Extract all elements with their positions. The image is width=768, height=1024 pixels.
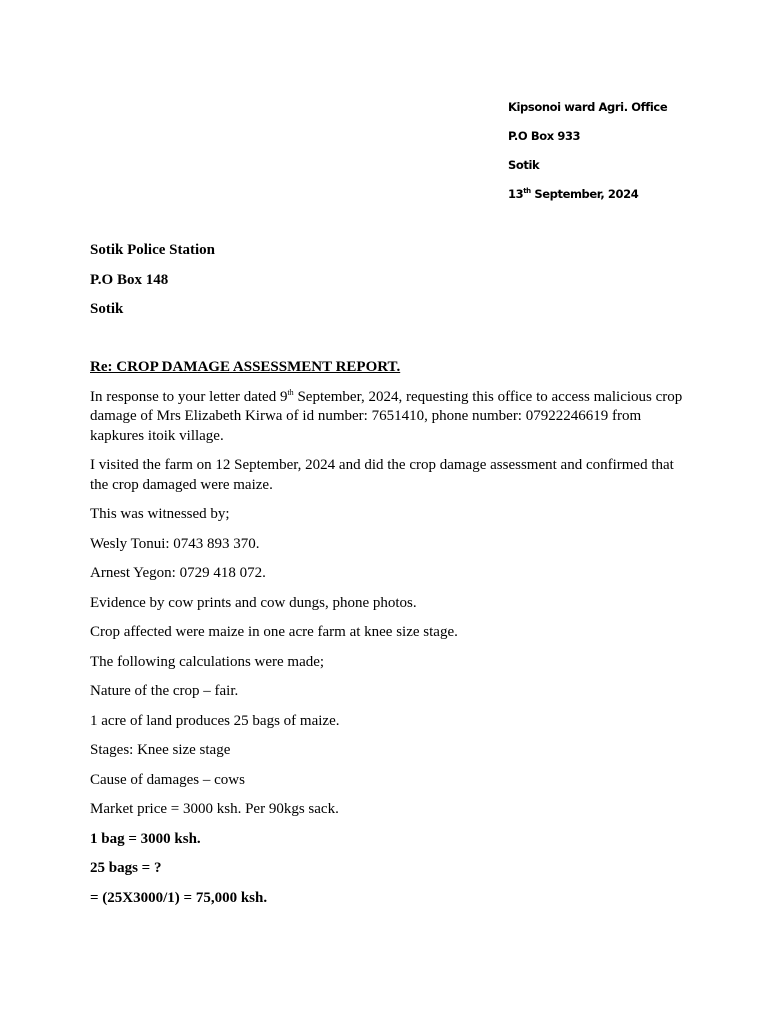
sender-town: Sotik [508,158,540,172]
market-price-line: Market price = 3000 ksh. Per 90kgs sack. [90,801,339,817]
letter-date-day: 13 [508,187,524,201]
visit-paragraph: I visited the farm on 12 September, 2024 and did the crop damage assessment and confirmed that the crop damaged were maize. [90,457,674,493]
witness-2: Arnest Yegon: 0729 418 072. [90,565,266,581]
intro-paragraph [90,388,690,447]
recipient-po-box: P.O Box 148 [90,271,169,288]
cause-line: Cause of damages – cows [90,771,245,788]
calc-bag-price: 1 bag = 3000 ksh. [90,830,201,847]
calculations-heading: The following calculations were made; [90,653,325,670]
calc-bags-question: 25 bags = ? [90,860,162,876]
yield-line: 1 acre of land produces 25 bags of maize. [90,712,340,729]
letter-date-suffix: th [523,187,531,196]
stage-line: Stages: Knee size stage [90,742,231,758]
letter-date [508,185,667,214]
subject-line: Re: CROP DAMAGE ASSESSMENT REPORT. [90,359,401,375]
recipient-name: Sotik Police Station [90,242,216,258]
sender-address-block [508,98,667,214]
recipient-address-block [90,240,215,329]
letter-body [90,358,690,918]
sender-po-box: P.O Box 933 [508,129,581,143]
intro-after: September, 2024, requesting this office to access malicious crop damage of Mrs Elizabeth Kirwa of id number: 7651410, phone number: 07922246619 from kapkures itoik village. [90,388,683,444]
witness-heading: This was witnessed by; [90,506,230,522]
intro-before: In response to your letter dated 9 [90,388,288,405]
recipient-town: Sotik [90,301,124,317]
intro-suffix: th [287,387,294,397]
crop-nature-line: Nature of the crop – fair. [90,683,239,699]
calc-total: = (25X3000/1) = 75,000 ksh. [90,889,268,906]
letter-date-rest: September, 2024 [530,187,639,201]
witness-1: Wesly Tonui: 0743 893 370. [90,535,260,552]
evidence-line: Evidence by cow prints and cow dungs, phone photos. [90,594,417,611]
sender-office: Kipsonoi ward Agri. Office [508,100,668,114]
crop-affected-line: Crop affected were maize in one acre farm at knee size stage. [90,624,458,640]
